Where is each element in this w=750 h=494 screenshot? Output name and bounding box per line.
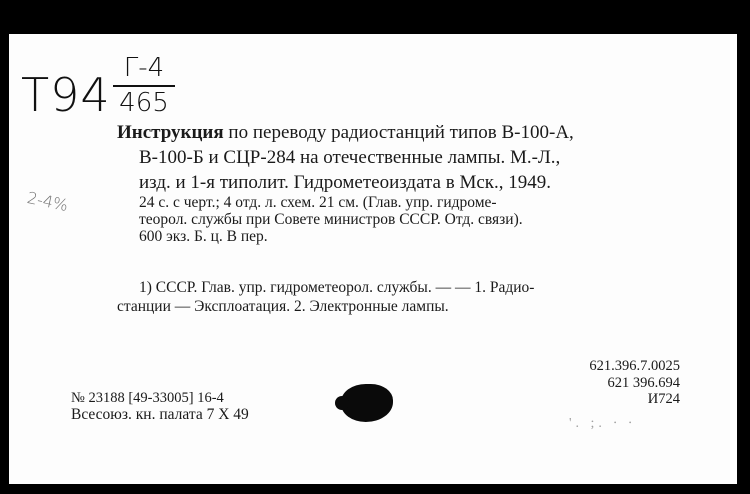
shelf-mark-bottom: 465: [119, 88, 169, 118]
record-number: № 23188 [49-33005] 16-4: [71, 390, 224, 406]
catalog-card: [9, 34, 737, 484]
title-heading-word: Инструкция: [117, 122, 224, 143]
subject-line-1: 1) СССР. Глав. упр. гидрометеорол. службы. — — 1. Радио-: [139, 279, 535, 296]
ink-blot-drop: [335, 396, 349, 410]
title-line-3: изд. и 1-я типолит. Гидрометеоиздата в Мск., 1949.: [139, 172, 552, 193]
description-line-3: 600 экз. Б. ц. В пер.: [139, 228, 268, 245]
subject-line-2: станции — Эксплоатация. 2. Электронные лампы.: [117, 298, 449, 315]
title-line-1-text: по переводу радиостанций типов В-100-А,: [223, 122, 574, 143]
classification-udc-1: 621.396.7.0025: [589, 358, 680, 374]
description-line-2: теорол. службы при Совете министров СССР. Отд. связи).: [139, 211, 523, 228]
book-chamber-stamp: Всесоюз. кн. палата 7 X 49: [71, 406, 249, 423]
title-line-2: В-100-Б и СЦР-284 на отечественные лампы. М.-Л.,: [139, 147, 561, 168]
title-line-1: [117, 122, 574, 144]
pencil-mark: 2-4%: [25, 187, 70, 216]
call-number: T94: [21, 68, 111, 122]
classification-author-mark: И724: [647, 391, 680, 407]
shelf-mark: [113, 54, 175, 117]
description-line-1: 24 с. с черт.; 4 отд. л. схем. 21 см. (Глав. упр. гидроме-: [139, 194, 497, 211]
shelf-mark-top: Г-4: [123, 53, 165, 83]
classification-udc-2: 621 396.694: [607, 375, 680, 391]
smudge-marks: '. ;. ∙ ∙: [569, 416, 636, 431]
shelf-mark-divider: [113, 85, 175, 87]
